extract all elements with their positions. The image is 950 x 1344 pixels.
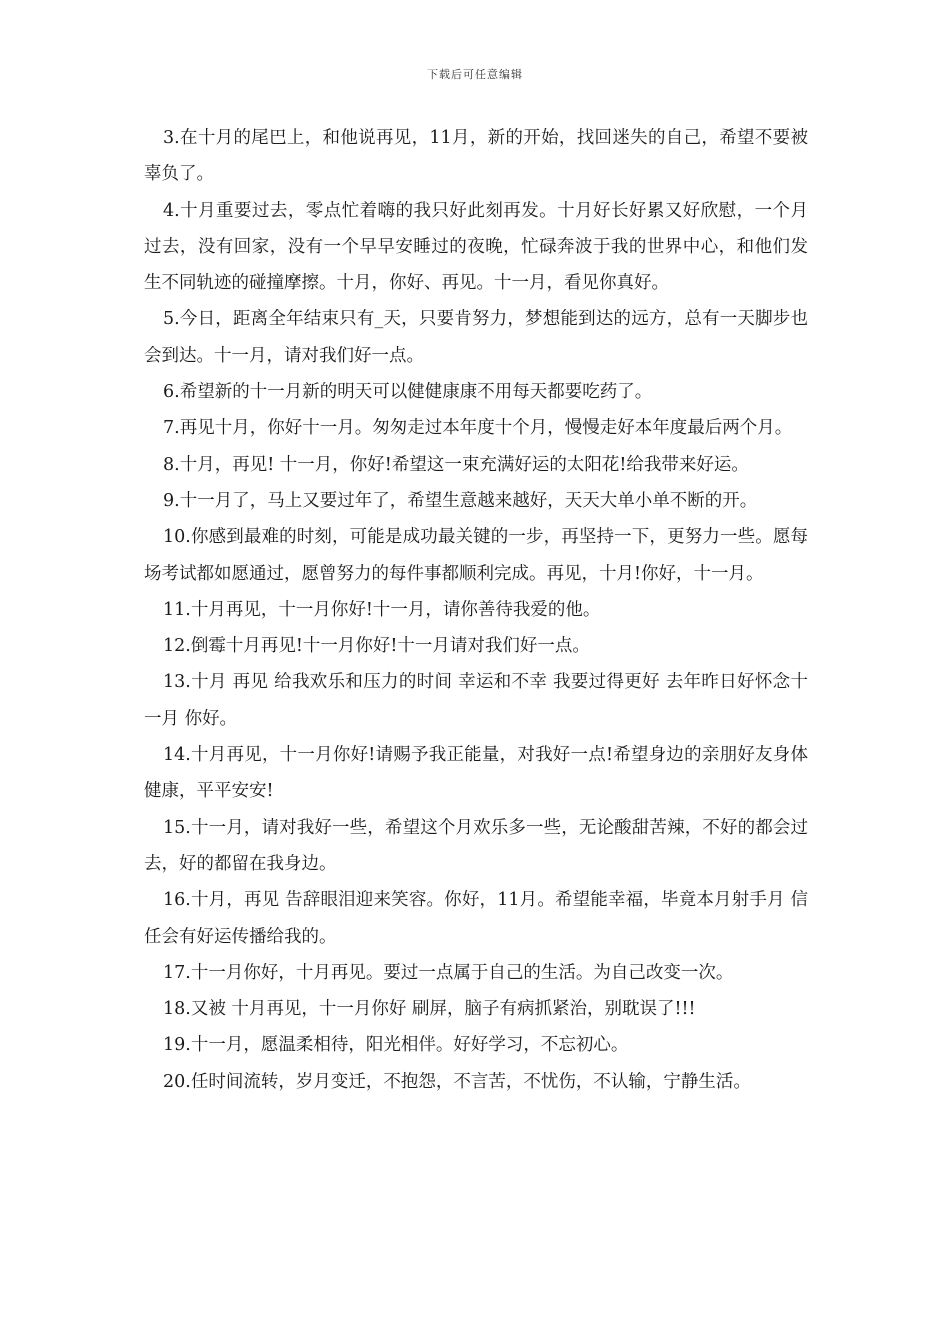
paragraph-14: 14.十月再见，十一月你好!请赐予我正能量，对我好一点!希望身边的亲朋好友身体健康，平平安安! [144,745,808,802]
paragraph-6: 6.希望新的十一月新的明天可以健健康康不用每天都要吃药了。 [163,382,653,403]
paragraph-8: 8.十月，再见! 十一月，你好!希望这一束充满好运的太阳花!给我带来好运。 [163,454,749,475]
paragraph-15: 15.十一月，请对我好一些，希望这个月欢乐多一些，无论酸甜苦辣，不好的都会过去，好的都留在我身边。 [144,817,808,874]
paragraph-20: 20.任时间流转，岁月变迁，不抱怨，不言苦，不忧伤，不认输，宁静生活。 [163,1071,751,1092]
document-body [144,120,808,1100]
paragraph-10: 10.你感到最难的时刻，可能是成功最关键的一步，再坚持一下，更努力一些。愿每场考试都如愿通过，愿曾努力的每件事都顺利完成。再见，十月!你好，十一月。 [144,527,808,584]
paragraph-11: 11.十月再见，十一月你好!十一月，请你善待我爱的他。 [163,599,601,620]
paragraph-9: 9.十一月了，马上又要过年了，希望生意越来越好，天天大单小单不断的开。 [163,490,758,511]
paragraph-3: 3.在十月的尾巴上，和他说再见，11月，新的开始，找回迷失的自己，希望不要被辜负了。 [144,128,808,185]
paragraph-4: 4.十月重要过去，零点忙着嗨的我只好此刻再发。十月好长好累又好欣慰，一个月过去，没有回家，没有一个早早安睡过的夜晚，忙碌奔波于我的世界中心，和他们发生不同轨迹的碰撞摩擦。十月，你好、再见。十一月，看见你真好。 [144,200,808,294]
paragraph-12: 12.倒霉十月再见!十一月你好!十一月请对我们好一点。 [163,636,590,657]
paragraph-17: 17.十一月你好，十月再见。要过一点属于自己的生活。为自己改变一次。 [163,962,734,983]
page-header: 下载后可任意编辑 [427,68,523,81]
paragraph-18: 18.又被 十月再见，十一月你好 刷屏，脑子有病抓紧治，别耽误了!!! [163,999,696,1020]
paragraph-16: 16.十月，再见 告辞眼泪迎来笑容。你好，11月。希望能幸福，毕竟本月射手月 信任会有好运传播给我的。 [144,890,808,947]
paragraph-13: 13.十月 再见 给我欢乐和压力的时间 幸运和不幸 我要过得更好 去年昨日好怀念十一月 你好。 [144,672,808,729]
paragraph-7: 7.再见十月，你好十一月。匆匆走过本年度十个月，慢慢走好本年度最后两个月。 [163,418,793,439]
paragraph-19: 19.十一月，愿温柔相待，阳光相伴。好好学习，不忘初心。 [163,1035,629,1056]
paragraph-5: 5.今日，距离全年结束只有_天，只要肯努力，梦想能到达的远方，总有一天脚步也会到达。十一月，请对我们好一点。 [144,309,808,366]
